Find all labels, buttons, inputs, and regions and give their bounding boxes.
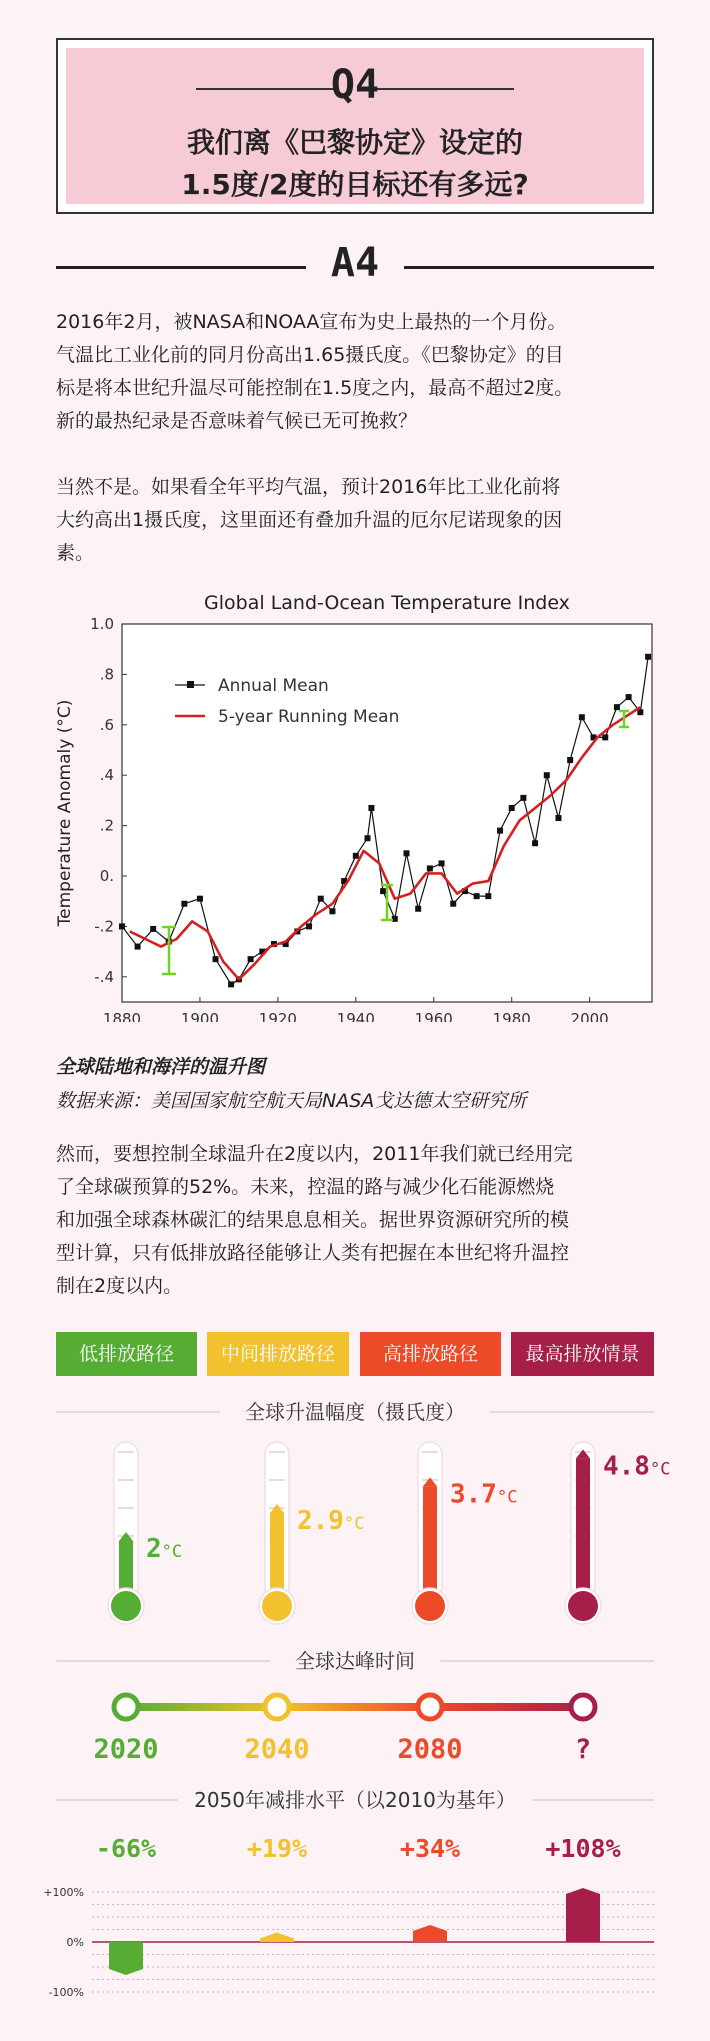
question-label: Q4: [330, 62, 380, 108]
annual-mean-point: [368, 805, 374, 811]
paragraph-line: 了全球碳预算的52%。未来，控温的路与减少化石能源燃烧: [56, 1176, 555, 1198]
annual-mean-point: [544, 772, 550, 778]
annual-mean-point: [520, 795, 526, 801]
temperature-unit: °C: [496, 1487, 518, 1508]
y-tick-label: -.2: [94, 917, 114, 936]
thermometer-bulb: [111, 1591, 141, 1621]
peak-marker: [265, 1695, 289, 1719]
thermometer-fill: [270, 1513, 284, 1600]
annual-mean-point: [509, 805, 515, 811]
scenario-pill-mid: 中间排放路径: [207, 1332, 349, 1376]
annual-mean-point: [474, 893, 480, 899]
answer-rule-right: [404, 266, 654, 269]
y-tick-label: 1.0: [90, 615, 114, 633]
x-tick-label: 1880: [102, 1010, 142, 1022]
reduction-axis-label: -100%: [48, 1986, 84, 1999]
paragraph-line: 大约高出1摄氏度，这里面还有叠加升温的厄尔尼诺现象的因: [56, 509, 563, 531]
y-tick-label: .8: [99, 665, 114, 684]
x-tick-label: 2000: [570, 1010, 609, 1022]
paragraph-line: 和加强全球森林碳汇的结果息息相关。据世界资源研究所的模: [56, 1209, 570, 1231]
paragraph-line: 型计算，只有低排放路径能够让人类有把握在本世纪将升温控: [56, 1242, 570, 1264]
annual-mean-point: [427, 865, 433, 871]
y-tick-label: .2: [99, 816, 114, 835]
reduction-bar: [413, 1925, 447, 1942]
answer-label: A4: [330, 240, 380, 286]
x-tick-label: 1940: [336, 1010, 375, 1022]
paragraph-3: [56, 1138, 656, 1303]
annual-mean-point: [150, 926, 156, 932]
annual-mean-point: [248, 956, 254, 962]
annual-mean-point: [135, 944, 141, 950]
reduction-value: +108%: [545, 1834, 621, 1863]
paragraph-line: 气温比工业化前的同月份高出1.65摄氏度。《巴黎协定》的目: [56, 344, 564, 366]
annual-mean-point: [645, 654, 651, 660]
reduction-bar: [260, 1933, 294, 1943]
annual-mean-point: [439, 860, 445, 866]
annual-mean-point: [579, 714, 585, 720]
annual-mean-point: [365, 835, 371, 841]
paragraph-line: 素。: [56, 542, 95, 564]
paragraph-line: 然而，要想控制全球温升在2度以内，2011年我们就已经用完: [56, 1143, 573, 1165]
legend-running-label: 5-year Running Mean: [218, 707, 400, 727]
temperature-unit: °C: [161, 1542, 183, 1562]
temperature-rise-value: 2°C: [146, 1534, 183, 1564]
temperature-chart: [44, 582, 664, 1022]
temperature-rise-value: 4.8°C: [603, 1451, 671, 1482]
reduction-bar: [109, 1942, 143, 1975]
annual-mean-point: [403, 850, 409, 856]
temperature-chart-svg: [44, 582, 664, 1022]
reduction-bar: [566, 1888, 600, 1942]
paragraph-2: [56, 471, 656, 570]
annual-mean-point: [602, 734, 608, 740]
reduction-value: +19%: [246, 1834, 308, 1863]
peak-year: 2080: [397, 1734, 463, 1765]
peak-year: 2040: [244, 1734, 310, 1765]
annual-mean-point: [450, 901, 456, 907]
scenario-infographic: [0, 1390, 710, 2041]
peak-year: ?: [574, 1734, 592, 1765]
peak-marker: [571, 1695, 595, 1719]
peak-marker: [114, 1695, 138, 1719]
peak-year: 2020: [93, 1734, 159, 1765]
thermometer-bulb: [262, 1591, 292, 1621]
reduction-axis-label: +100%: [43, 1886, 84, 1899]
annual-mean-point: [415, 906, 421, 912]
legend-annual-marker: [187, 681, 194, 688]
question-title: [66, 122, 644, 206]
y-tick-label: .6: [99, 715, 114, 734]
scenario-pill-low: 低排放路径: [56, 1332, 197, 1376]
reduction-value: -66%: [95, 1834, 157, 1863]
paragraph-line: 当然不是。如果看全年平均气温，预计2016年比工业化前将: [56, 476, 561, 498]
annual-mean-point: [181, 901, 187, 907]
reduction-value: +34%: [399, 1834, 461, 1863]
answer-rule-left: [56, 266, 306, 269]
annual-mean-point: [485, 893, 491, 899]
legend-annual-label: Annual Mean: [218, 676, 329, 696]
annual-mean-point: [532, 840, 538, 846]
annual-mean-point: [626, 694, 632, 700]
y-tick-label: .4: [99, 766, 114, 785]
x-tick-label: 1900: [180, 1010, 220, 1022]
rise-title: 全球升温幅度（摄氏度）: [245, 1400, 465, 1424]
annual-mean-point: [614, 704, 620, 710]
paragraph-line: 制在2度以内。: [56, 1275, 183, 1297]
temperature-rise-value: 2.9°C: [297, 1506, 365, 1536]
annual-mean-point: [119, 923, 125, 929]
y-tick-label: 0.: [99, 867, 114, 885]
peak-title: 全球达峰时间: [295, 1649, 415, 1673]
plot-area: [122, 624, 652, 1002]
scenario-pill-high: 高排放路径: [360, 1332, 501, 1376]
question-title-line: 1.5度/2度的目标还有多远?: [181, 168, 529, 201]
reduction-axis-label: 0%: [66, 1936, 84, 1949]
x-tick-label: 1980: [492, 1010, 531, 1022]
annual-mean-point: [380, 888, 386, 894]
question-box: [56, 38, 654, 214]
annual-mean-point: [353, 853, 359, 859]
y-axis-label: Temperature Anomaly (°C): [55, 699, 75, 927]
chart-title: Global Land-Ocean Temperature Index: [204, 592, 570, 614]
thermometer-fill: [423, 1486, 437, 1600]
y-tick-label: -.4: [94, 967, 114, 986]
x-tick-label: 1920: [258, 1010, 297, 1022]
annual-mean-point: [306, 923, 312, 929]
question-title-line: 我们离《巴黎协定》设定的: [186, 126, 523, 159]
x-tick-label: 1960: [414, 1010, 453, 1022]
scenario-pill-highest: 最高排放情景: [511, 1332, 654, 1376]
temperature-unit: °C: [343, 1514, 365, 1534]
annual-mean-point: [329, 908, 335, 914]
annual-mean-point: [497, 828, 503, 834]
thermometer-bulb: [568, 1591, 598, 1621]
chart-source: 数据来源：美国国家航空航天局NASA戈达德太空研究所: [56, 1090, 527, 1112]
peak-marker: [418, 1695, 442, 1719]
thermometer-bulb: [415, 1591, 445, 1621]
annual-mean-point: [637, 709, 643, 715]
annual-mean-point: [197, 896, 203, 902]
annual-mean-point: [567, 757, 573, 763]
cut-title: 2050年减排水平（以2010为基年）: [194, 1788, 516, 1812]
paragraph-line: 新的最热纪录是否意味着气候已无可挽救？: [56, 410, 418, 432]
paragraph-line: 2016年2月，被NASA和NOAA宣布为史上最热的一个月份。: [56, 311, 567, 333]
paragraph-line: 标是将本世纪升温尽可能控制在1.5度之内，最高不超过2度。: [56, 377, 574, 399]
temperature-unit: °C: [649, 1459, 671, 1480]
temperature-rise-value: 3.7°C: [450, 1479, 518, 1510]
annual-mean-point: [555, 815, 561, 821]
question-box-fill: [66, 48, 644, 204]
annual-mean-point: [228, 981, 234, 987]
paragraph-1: [56, 306, 656, 438]
thermometer-fill: [576, 1458, 590, 1600]
peak-timeline-bar: [126, 1703, 588, 1711]
chart-caption: 全球陆地和海洋的温升图: [56, 1056, 266, 1078]
annual-mean-point: [213, 956, 219, 962]
annual-mean-point: [318, 896, 324, 902]
